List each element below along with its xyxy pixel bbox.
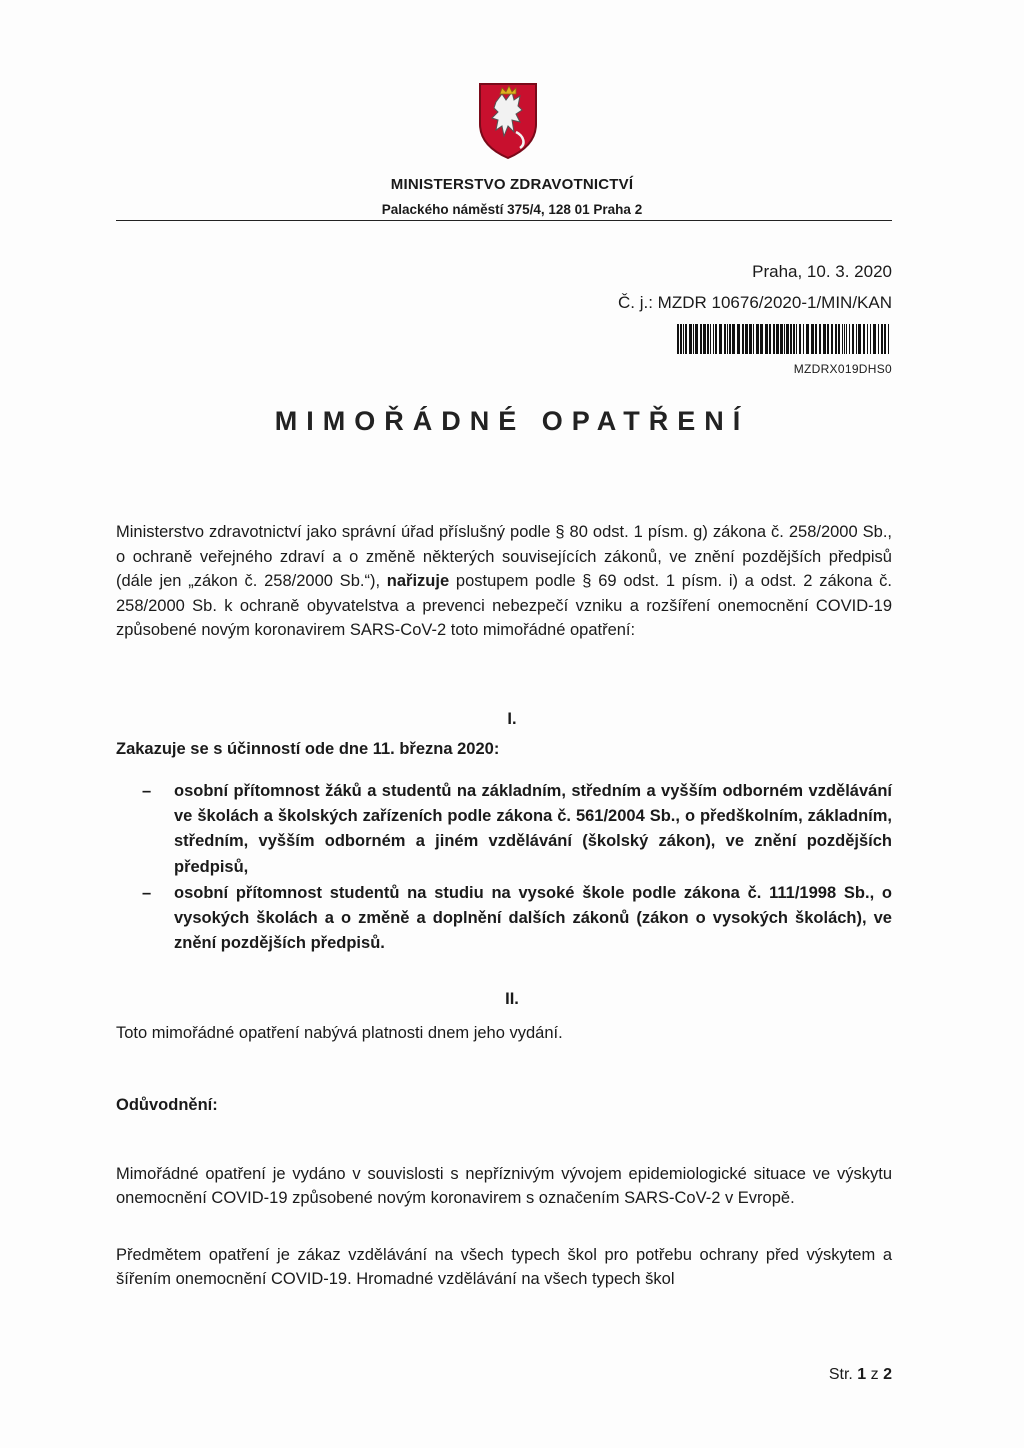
section-number-1: I. xyxy=(507,710,517,728)
list-item-text: osobní přítomnost studentů na studiu na vysoké škole podle zákona č. 111/1998 Sb., o vysokých školách a o změně a doplnění dalších zákonů (zákon o vysokých školách), ve znění pozdějších předpisů. xyxy=(174,883,892,953)
document-title: MIMOŘÁDNÉ OPATŘENÍ xyxy=(274,406,750,436)
list-item xyxy=(116,779,892,880)
ban-list xyxy=(116,779,892,957)
current-page: 1 xyxy=(857,1366,867,1383)
reasoning-heading: Odůvodnění: xyxy=(116,1096,218,1114)
list-dash: – xyxy=(142,883,152,902)
page-prefix: Str. xyxy=(828,1366,858,1383)
intro-text-end: postupem podle § 69 odst. 1 písm. i) a odst. 2 zákona č. 258/2000 Sb. k ochraně obyvatelstva a prevenci nebezpečí vzniku a rozšíření onemocnění COVID-19 způsobené novým koronavirem SARS-CoV-2 toto mimořádné opatření: xyxy=(116,572,893,640)
place-and-date: Praha, 10. 3. 2020 xyxy=(752,262,892,281)
czech-coat-of-arms-icon xyxy=(476,80,540,160)
barcode-code: MZDRX019DHS0 xyxy=(793,362,892,376)
barcode-icon xyxy=(677,324,891,354)
reasoning-paragraph-2: Předmětem opatření je zákaz vzdělávání na všech typech škol pro potřebu ochrany před výskytem a šířením onemocnění COVID-19. Hromadné vzdělávání na všech typech škol xyxy=(116,1246,892,1288)
list-item-text: osobní přítomnost žáků a studentů na základním, středním a vyšším odborném vzdělávání ve školách a školských zařízeních podle zákona č. 561/2004 Sb., o předškolním, základním, středním, vyšším odborném a jiném vzdělávání (školský zákon), ve znění pozdějších předpisů, xyxy=(174,782,892,876)
intro-text-start: Ministerstvo zdravotnictví jako správní úřad příslušný podle § 80 odst. 1 písm. g) zákona č. 258/2000 Sb., o ochraně veřejného zdraví a o změně některých souvisejících zákonů, ve znění pozdějších předpisů (dále jen „zákon č. 258/2000 Sb.“), xyxy=(116,523,892,591)
total-pages: 2 xyxy=(883,1366,892,1383)
intro-verb: nařizuje xyxy=(386,572,450,591)
list-item xyxy=(116,881,892,957)
reasoning-paragraph-1: Mimořádné opatření je vydáno v souvislosti s nepříznivým vývojem epidemiologické situace ve výskytu onemocnění COVID-19 způsobené novým koronavirem s označením SARS-CoV-2 v Evropě. xyxy=(116,1165,892,1207)
ban-heading: Zakazuje se s účinností ode dne 11. března 2020: xyxy=(116,740,500,758)
header-divider xyxy=(116,220,892,221)
intro-paragraph xyxy=(116,520,892,643)
ministry-name: MINISTERSTVO ZDRAVOTNICTVÍ xyxy=(390,176,634,193)
list-dash: – xyxy=(142,782,152,800)
page-number xyxy=(829,1366,892,1384)
ministry-address: Palackého náměstí 375/4, 128 01 Praha 2 xyxy=(381,202,643,217)
reference-number: Č. j.: MZDR 10676/2020-1/MIN/KAN xyxy=(618,293,892,312)
validity-statement: Toto mimořádné opatření nabývá platnosti dnem jeho vydání. xyxy=(116,1024,563,1042)
section-number-2: II. xyxy=(505,990,519,1008)
page-separator: z xyxy=(866,1366,884,1383)
